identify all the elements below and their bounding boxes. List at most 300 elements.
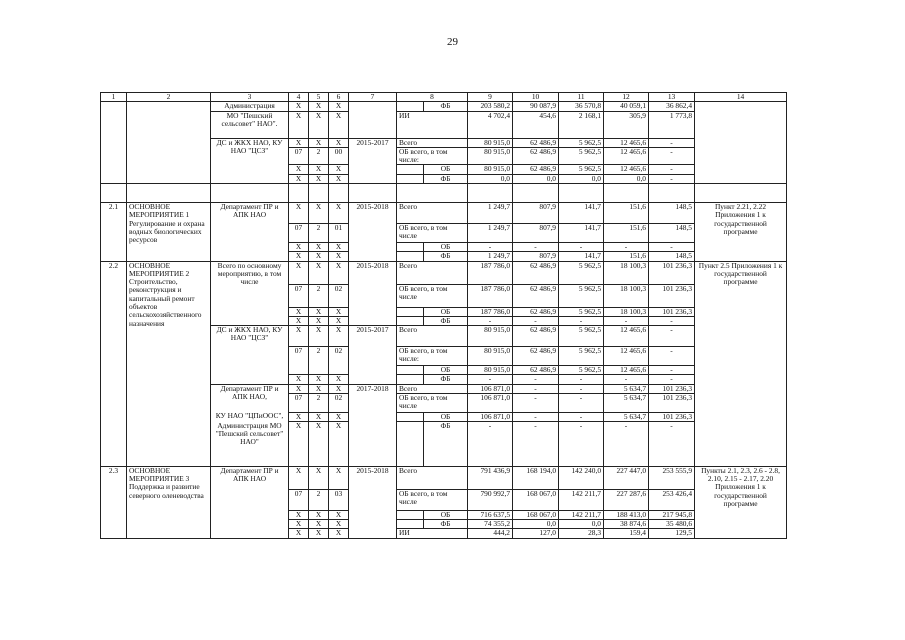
cell: 01 [329,223,349,242]
cell [397,510,424,519]
cell: 129,5 [649,529,695,538]
cell [397,174,424,183]
cell: 0,0 [604,174,649,183]
cell: 62 486,9 [513,307,559,316]
cell: X [329,422,349,467]
cell: 12 465,6 [604,326,649,347]
cell [649,183,695,202]
cell: 2 [309,393,329,412]
cell: X [289,316,309,325]
cell: 148,5 [649,223,695,242]
cell: 2 [309,223,329,242]
cell: X [329,242,349,251]
cell: X [289,307,309,316]
cell: ОБ всего, в том числе [397,223,468,242]
cell: 03 [329,489,349,510]
cell: - [559,393,604,412]
cell: - [468,316,513,325]
cell [289,183,309,202]
cell [397,102,424,111]
cell: 36 862,4 [649,102,695,111]
cell: X [309,466,329,489]
cell: 12 465,6 [604,165,649,174]
cell: ДС и ЖКХ НАО, КУ НАО "ЦСЗ" [211,138,289,183]
col-header: 7 [349,93,397,102]
cell: ОБ [424,412,468,421]
cell: 807,9 [513,223,559,242]
cell [397,183,468,202]
cell: 151,6 [604,202,649,223]
cell: ОСНОВНОЕ МЕРОПРИЯТИЕ 2 Строительство, реконструкция и капитальный ремонт объектов сельскохозяйственного назначения [127,261,211,466]
cell: 159,4 [604,529,649,538]
cell: 62 486,9 [513,326,559,347]
cell: X [309,422,329,467]
cell [101,183,127,202]
cell: ОБ всего, в том числе: [397,347,468,366]
cell: 2017-2018 [349,384,397,466]
cell: ИИ [397,529,468,538]
cell: X [309,111,329,138]
cell: - [649,326,695,347]
col-header: 3 [211,93,289,102]
cell: 142 211,7 [559,510,604,519]
cell: 217 945,8 [649,510,695,519]
cell: - [513,242,559,251]
cell: - [649,366,695,375]
col-header: 10 [513,93,559,102]
cell: 790 992,7 [468,489,513,510]
cell: - [513,384,559,393]
col-header: 13 [649,93,695,102]
cell: 5 962,5 [559,147,604,165]
cell: 187 786,0 [468,284,513,307]
cell: 2 [309,284,329,307]
cell: - [468,375,513,384]
cell: Департамент ПР и АПК НАО [211,466,289,538]
cell: 07 [289,489,309,510]
cell: Всего [397,138,468,147]
col-header: 14 [695,93,787,102]
cell: X [329,261,349,284]
cell: - [649,138,695,147]
cell: Администрация [211,102,289,111]
cell: X [289,520,309,529]
cell: 35 480,6 [649,520,695,529]
cell: X [309,510,329,519]
cell: 5 962,5 [559,326,604,347]
cell: X [289,384,309,393]
col-header: 11 [559,93,604,102]
cell: ОСНОВНОЕ МЕРОПРИЯТИЕ 1 Регулирование и охрана водных биологических ресурсов [127,202,211,261]
cell: - [604,375,649,384]
cell: 4 702,4 [468,111,513,138]
col-header: 9 [468,93,513,102]
col-header: 8 [397,93,468,102]
cell: 0,0 [513,520,559,529]
cell: X [329,165,349,174]
cell: 12 465,6 [604,138,649,147]
cell: - [559,422,604,467]
cell: 2 168,1 [559,111,604,138]
cell: 5 962,5 [559,261,604,284]
cell: 07 [289,393,309,412]
cell [397,375,424,384]
cell: 203 580,2 [468,102,513,111]
cell: 07 [289,284,309,307]
cell: ОБ всего, в том числе: [397,147,468,165]
cell: 62 486,9 [513,147,559,165]
cell: X [329,375,349,384]
cell: ИИ [397,111,468,138]
cell: 188 413,0 [604,510,649,519]
cell [397,366,424,375]
cell: X [309,138,329,147]
col-header: 4 [289,93,309,102]
cell: 62 486,9 [513,284,559,307]
cell: - [649,165,695,174]
cell [127,102,211,184]
cell: X [329,529,349,538]
cell: - [513,393,559,412]
cell: 141,7 [559,223,604,242]
cell: X [309,252,329,261]
cell: 2015-2018 [349,466,397,538]
cell: 07 [289,347,309,375]
cell: 2 [309,347,329,375]
cell: - [559,316,604,325]
cell: 142 211,7 [559,489,604,510]
cell [468,183,513,202]
cell: 0,0 [513,174,559,183]
cell [397,412,424,421]
cell: - [649,316,695,325]
cell: - [604,422,649,467]
cell: - [559,375,604,384]
cell: 2015-2017 [349,326,397,385]
cell: 18 100,3 [604,261,649,284]
cell: 187 786,0 [468,261,513,284]
col-header: 2 [127,93,211,102]
cell: 127,0 [513,529,559,538]
cell: 168 067,0 [513,489,559,510]
cell: 1 773,8 [649,111,695,138]
cell: - [649,174,695,183]
cell: X [309,375,329,384]
cell: 0,0 [559,520,604,529]
cell: 101 236,3 [649,284,695,307]
cell: 1 249,7 [468,223,513,242]
cell: - [649,422,695,467]
cell: 253 555,9 [649,466,695,489]
cell: - [513,422,559,467]
cell: 80 915,0 [468,366,513,375]
cell: - [559,384,604,393]
cell: ФБ [424,316,468,325]
cell: 0,0 [468,174,513,183]
cell: 141,7 [559,202,604,223]
cell: X [289,111,309,138]
cell: X [289,202,309,223]
cell: 101 236,3 [649,307,695,316]
cell: Пункт 2.21, 2.22 Приложения 1 к государственной программе [695,202,787,261]
cell [695,183,787,202]
cell: ОБ [424,307,468,316]
cell: Пункты 2.1, 2.3, 2.6 - 2.8, 2.10, 2.15 - 2.17, 2.20 Приложения 1 к государственной программе [695,466,787,538]
col-header: 6 [329,93,349,102]
cell: 227 287,6 [604,489,649,510]
cell: ДС и ЖКХ НАО, КУ НАО "ЦСЗ" [211,326,289,385]
cell: 40 059,1 [604,102,649,111]
cell [349,183,397,202]
cell: Всего [397,202,468,223]
cell: 5 634,7 [604,384,649,393]
cell: ОБ [424,165,468,174]
cell: ФБ [424,422,468,467]
cell: X [309,242,329,251]
cell: X [289,252,309,261]
col-header: 12 [604,93,649,102]
cell: X [329,510,349,519]
cell: X [289,510,309,519]
cell: X [309,412,329,421]
cell: X [329,174,349,183]
cell: Департамент ПР и АПК НАО [211,202,289,261]
cell: - [604,242,649,251]
cell: - [513,375,559,384]
cell: X [289,242,309,251]
cell: 151,6 [604,252,649,261]
cell: 168 067,0 [513,510,559,519]
cell: X [329,102,349,111]
cell [397,242,424,251]
cell: 28,3 [559,529,604,538]
cell: 5 634,7 [604,393,649,412]
cell: 90 087,9 [513,102,559,111]
cell: X [329,202,349,223]
cell: X [289,102,309,111]
cell: 62 486,9 [513,366,559,375]
cell: Всего [397,326,468,347]
cell: Всего [397,261,468,284]
cell: 2.2 [101,261,127,466]
cell: 12 465,6 [604,147,649,165]
cell: 187 786,0 [468,307,513,316]
cell: 12 465,6 [604,347,649,366]
cell: 5 962,5 [559,138,604,147]
cell: 716 637,5 [468,510,513,519]
cell: 148,5 [649,252,695,261]
cell: 101 236,3 [649,393,695,412]
cell: 101 236,3 [649,412,695,421]
cell: X [329,111,349,138]
cell: 00 [329,147,349,165]
cell: 305,9 [604,111,649,138]
cell: 5 962,5 [559,366,604,375]
cell: ФБ [424,375,468,384]
cell: 18 100,3 [604,284,649,307]
cell: 2015-2017 [349,138,397,183]
cell: - [513,316,559,325]
budget-table [100,92,787,539]
cell: X [289,412,309,421]
table-row [101,102,787,111]
cell [101,102,127,184]
cell: 02 [329,347,349,375]
cell: 2.1 [101,202,127,261]
cell: 253 426,4 [649,489,695,510]
cell: X [329,466,349,489]
cell: - [649,375,695,384]
cell [211,183,289,202]
cell: ОБ [424,366,468,375]
cell: КУ НАО "ЦПиООС", [211,412,289,421]
cell: 5 962,5 [559,165,604,174]
cell: X [309,529,329,538]
cell: 62 486,9 [513,347,559,366]
cell: 142 240,0 [559,466,604,489]
cell: 444,2 [468,529,513,538]
cell: X [309,165,329,174]
cell: 62 486,9 [513,165,559,174]
spacer-row [101,183,787,202]
cell: X [329,520,349,529]
cell: 807,9 [513,252,559,261]
cell [349,102,397,138]
cell: ОБ [424,242,468,251]
cell: Администрация МО "Пешский сельсовет" НАО" [211,422,289,467]
cell: 106 871,0 [468,412,513,421]
cell: Пункт 2.5 Приложения 1 к государственной программе [695,261,787,466]
header-row [101,93,787,102]
cell [397,252,424,261]
cell: 02 [329,284,349,307]
col-header: 1 [101,93,127,102]
table-row [101,261,787,284]
cell: X [309,202,329,223]
cell: 80 915,0 [468,147,513,165]
cell: 148,5 [649,202,695,223]
cell: Департамент ПР и АПК НАО, [211,384,289,412]
cell: - [649,242,695,251]
cell: X [289,326,309,347]
cell: ФБ [424,520,468,529]
col-header: 5 [309,93,329,102]
cell: 0,0 [559,174,604,183]
cell: 80 915,0 [468,326,513,347]
cell: X [329,316,349,325]
cell: 80 915,0 [468,138,513,147]
cell: ФБ [424,102,468,111]
cell: X [289,529,309,538]
cell: X [289,138,309,147]
cell [397,316,424,325]
cell [329,183,349,202]
cell [695,102,787,184]
cell: X [329,138,349,147]
cell: 5 962,5 [559,347,604,366]
cell: 18 100,3 [604,307,649,316]
cell: Всего [397,466,468,489]
table-row [101,466,787,489]
cell: 12 465,6 [604,366,649,375]
cell: X [309,316,329,325]
cell: X [329,384,349,393]
cell: - [468,422,513,467]
cell: 151,6 [604,223,649,242]
cell: 74 355,2 [468,520,513,529]
cell: X [309,384,329,393]
cell: X [289,261,309,284]
cell [397,422,424,467]
cell: ОБ [424,510,468,519]
cell: 80 915,0 [468,347,513,366]
cell: - [559,412,604,421]
table-row [101,202,787,223]
cell: 807,9 [513,202,559,223]
cell: 791 436,9 [468,466,513,489]
cell: 07 [289,223,309,242]
cell: ФБ [424,252,468,261]
cell: 38 874,6 [604,520,649,529]
cell: 36 570,8 [559,102,604,111]
cell [127,183,211,202]
cell: 5 962,5 [559,307,604,316]
cell: 5 962,5 [559,284,604,307]
cell: X [329,307,349,316]
cell: 2 [309,489,329,510]
cell: X [289,422,309,467]
cell: X [289,375,309,384]
cell [309,183,329,202]
cell: X [289,466,309,489]
cell: 62 486,9 [513,261,559,284]
cell: 106 871,0 [468,384,513,393]
cell [397,520,424,529]
cell: 5 634,7 [604,412,649,421]
cell: 1 249,7 [468,252,513,261]
cell: ФБ [424,174,468,183]
cell: 2.3 [101,466,127,538]
cell: 2015-2018 [349,202,397,261]
cell: 454,6 [513,111,559,138]
cell: X [309,326,329,347]
cell: - [559,242,604,251]
cell: 02 [329,393,349,412]
cell: - [649,347,695,366]
cell: X [309,102,329,111]
cell: X [289,174,309,183]
cell: 62 486,9 [513,138,559,147]
cell [397,307,424,316]
cell: 1 249,7 [468,202,513,223]
cell: X [329,252,349,261]
cell: 80 915,0 [468,165,513,174]
cell: - [649,147,695,165]
cell: ОБ всего, в том числе [397,393,468,412]
cell: X [309,261,329,284]
cell: X [329,326,349,347]
cell: 101 236,3 [649,384,695,393]
cell: ОБ всего, в том числе [397,284,468,307]
page-number: 29 [447,36,458,48]
cell: X [309,520,329,529]
cell: 227 447,0 [604,466,649,489]
cell: 168 194,0 [513,466,559,489]
cell: - [604,316,649,325]
cell: ОБ всего, в том числе [397,489,468,510]
cell: X [309,174,329,183]
cell [513,183,559,202]
